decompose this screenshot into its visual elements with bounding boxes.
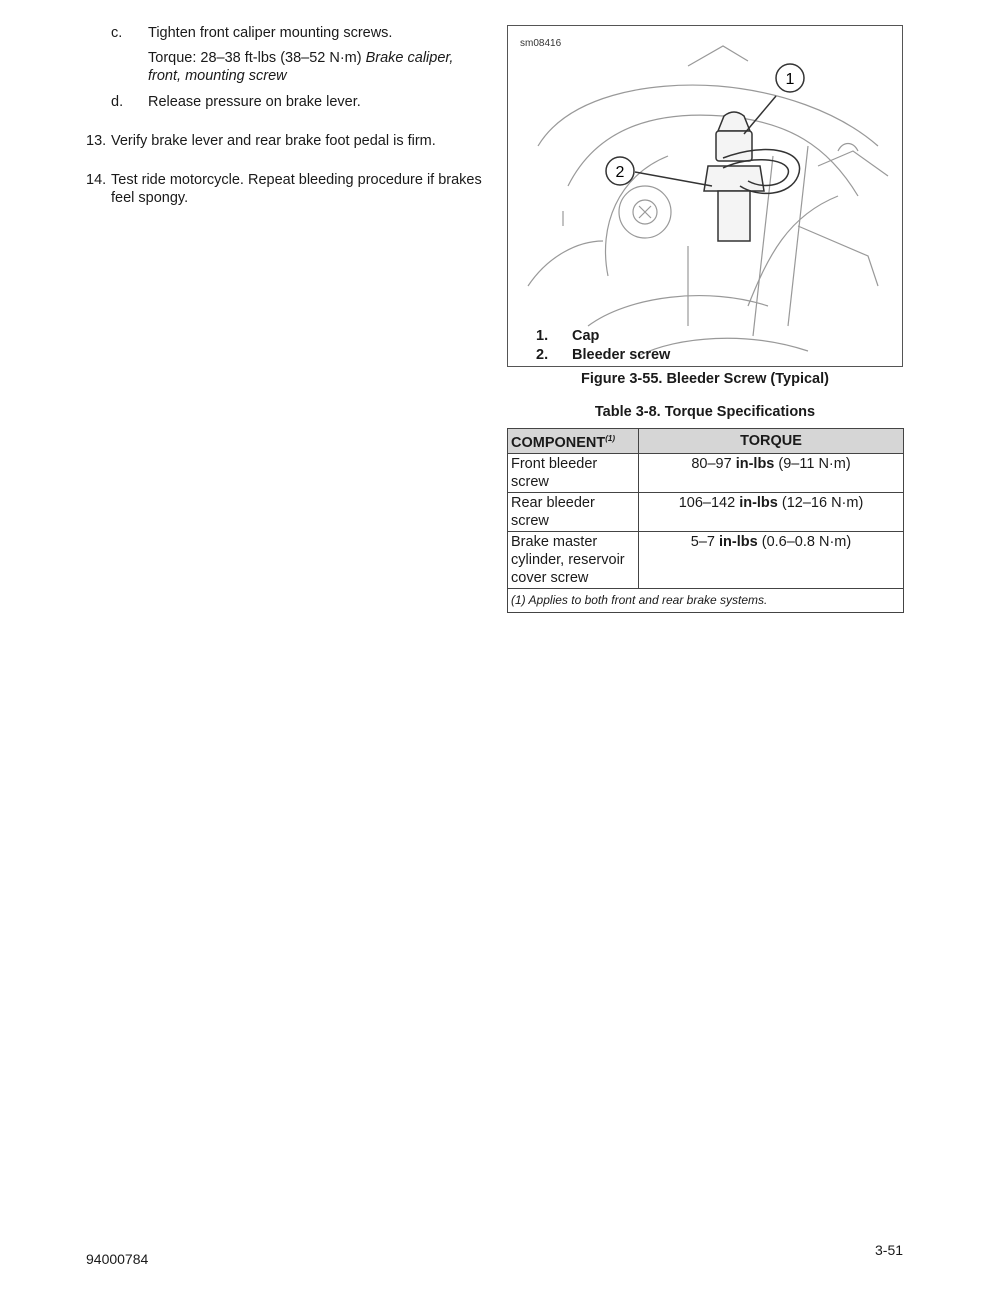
table-row [508, 532, 904, 589]
cell-component: Rear bleeder screw [508, 493, 639, 532]
step-14-text: Test ride motorcycle. Repeat bleeding procedure if brakes feel spongy. [111, 172, 482, 206]
page-number: 3-51 [875, 1242, 904, 1258]
torque-item: Brake caliper, front, mounting screw [148, 50, 454, 84]
step-c-label: c. [111, 25, 123, 41]
callout-1: 1 [785, 71, 795, 88]
table-row [508, 454, 904, 493]
legend-1-name: Cap [572, 328, 600, 344]
table-title: Table 3-8. Torque Specifications [594, 404, 816, 420]
header-component: COMPONENT$^{(1)}$ [508, 429, 639, 454]
figure-bleeder-screw [507, 25, 903, 367]
table-row [508, 493, 904, 532]
table-header-row [508, 429, 904, 454]
cell-torque: 80–97 in-lbs (9–11 N·m) [639, 454, 904, 493]
legend-1-num: 1. [536, 328, 549, 344]
document-number: 94000784 [86, 1251, 149, 1267]
bleeder-screw-illustration [508, 26, 901, 365]
torque-table [507, 428, 904, 613]
legend-2-name: Bleeder screw [572, 347, 671, 363]
cell-component: Front bleeder screw [508, 454, 639, 493]
step-d-label: d. [111, 94, 124, 110]
figure-caption: Figure 3-55. Bleeder Screw (Typical) [581, 371, 829, 387]
torque-value: Torque: 28–38 ft-lbs (38–52 N·m) [148, 50, 362, 66]
step-13-text: Verify brake lever and rear brake foot pedal is firm. [111, 133, 436, 149]
step-c-torque [148, 49, 488, 85]
table-footnote: (1) Applies to both front and rear brake systems. [508, 589, 904, 613]
step-c-text: Tighten front caliper mounting screws. [148, 25, 393, 41]
step-13-label: 13. [86, 133, 107, 149]
cell-component: Brake master cylinder, reservoir cover screw [508, 532, 639, 589]
footnote-mark: (1) [605, 434, 616, 444]
header-torque: TORQUE [639, 429, 904, 454]
cell-torque: 106–142 in-lbs (12–16 N·m) [639, 493, 904, 532]
cell-torque: 5–7 in-lbs (0.6–0.8 N·m) [639, 532, 904, 589]
legend-2-num: 2. [536, 347, 549, 363]
step-d-text: Release pressure on brake lever. [148, 94, 361, 110]
table-footnote-row [508, 589, 904, 613]
callout-2: 2 [615, 164, 625, 181]
step-14-label: 14. [86, 172, 107, 188]
figure-id: sm08416 [520, 38, 562, 49]
